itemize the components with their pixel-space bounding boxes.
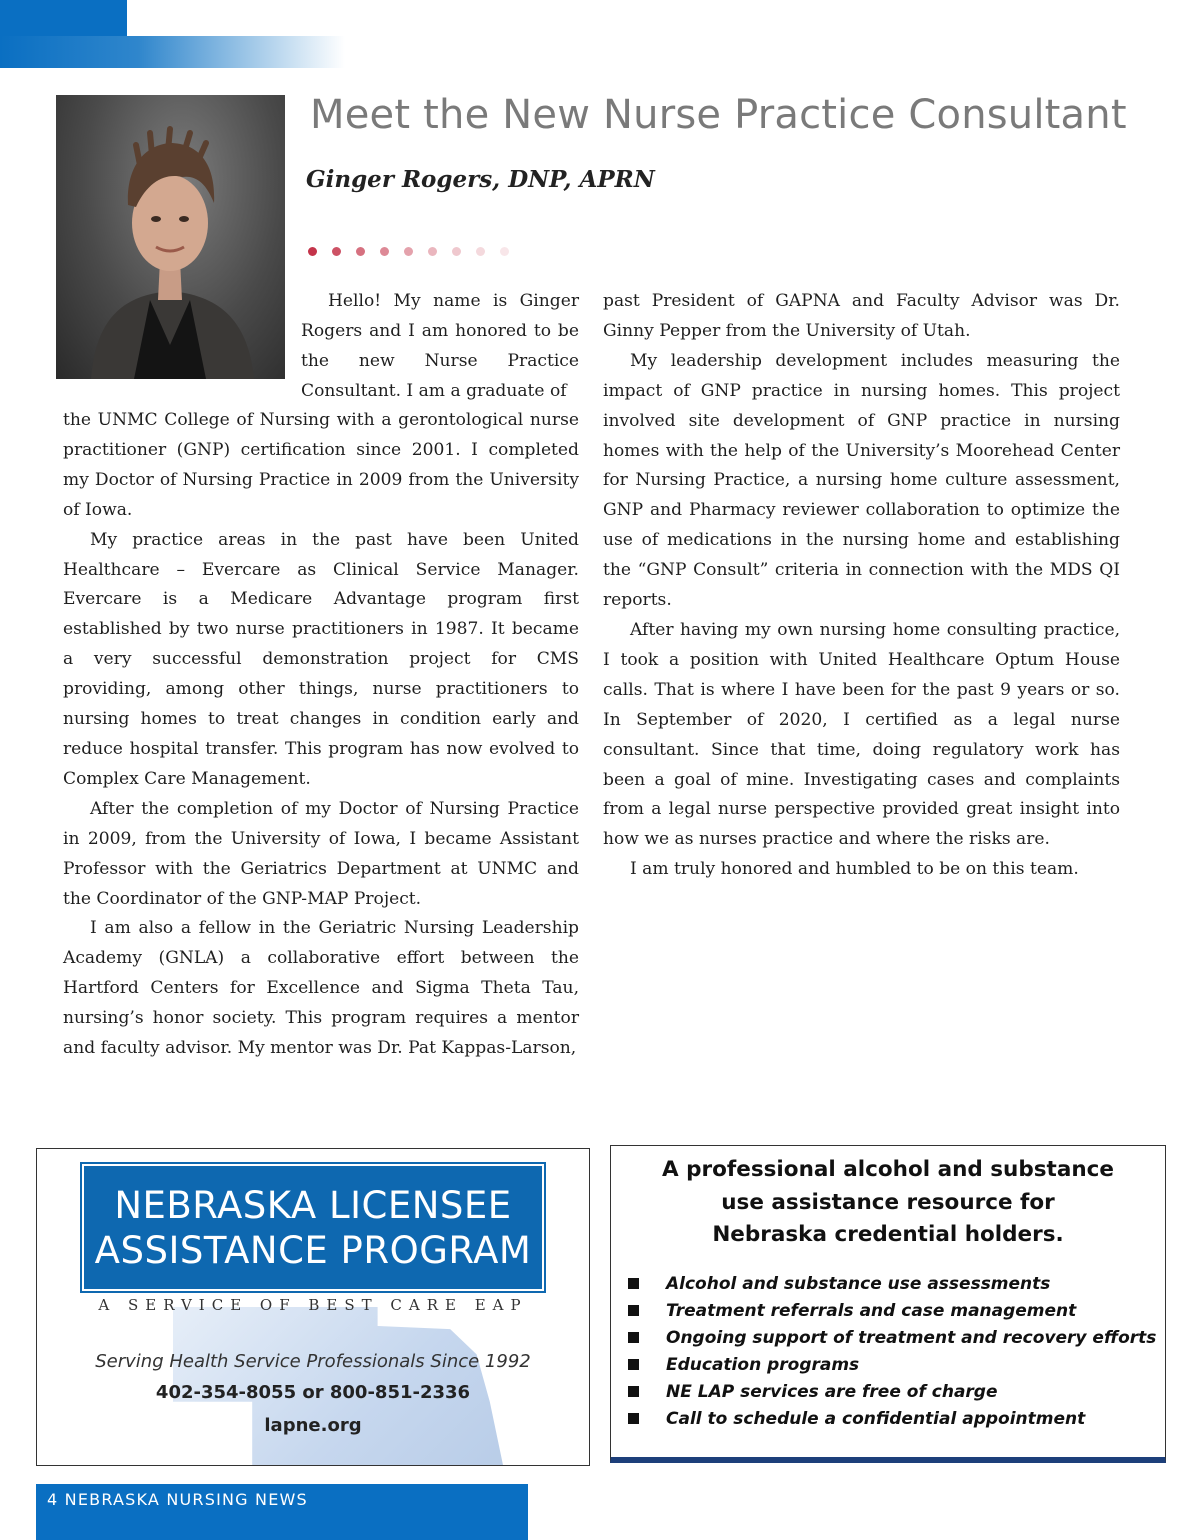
services-list [628,1270,1156,1432]
decorative-dot [404,247,413,256]
substance-assistance-ad [610,1145,1166,1463]
portrait-photo [56,95,285,379]
article-paragraph: My practice areas in the past have been United Healthcare – Evercare as Clinical Service Manager. Evercare is a Medicare Advantage program first established by two nurse practitioners in 1987. It became a very successful demonstration project for CMS providing, among other things, nurse practitioners to nursing homes to treat changes in condition early and reduce hospital transfer. This program has now evolved to Complex Care Management. [63,529,579,789]
header-gradient-bar [0,36,345,68]
list-item: Call to schedule a confidential appointment [628,1405,1156,1432]
website-link[interactable]: lapne.org [264,1415,362,1436]
article-paragraph: My leadership development includes measuring the impact of GNP practice in nursing homes. This project involved site development of GNP practice in nursing homes with the help of the University’s Moorehead Center for Nursing Practice, a nursing home culture assessment, GNP and Pharmacy reviewer collaboration to optimize the use of medications in the nursing home and establishing the “GNP Consult” criteria in connection with the MDS QI reports. [603,350,1120,611]
portrait-illustration [56,95,285,379]
decorative-dot-row [308,247,509,256]
logo-line: NEBRASKA LICENSEE [114,1183,512,1227]
nelap-logo [82,1164,544,1291]
decorative-dot [500,247,509,256]
decorative-dot [476,247,485,256]
footer-label: 4 NEBRASKA NURSING NEWS [47,1490,308,1509]
article-paragraph: Hello! My name is Ginger Rogers and I am honored to be the new Nurse Practice Consultant. I am a graduate of [301,291,579,401]
article-paragraph: I am also a fellow in the Geriatric Nursing Leadership Academy (GNLA) a collaborative effort between the Hartford Centers for Excellence and Sigma Theta Tau, nursing’s honor society. This program requires a mentor and faculty advisor. My mentor was Dr. Pat Kappas-Larson, [63,918,579,1059]
decorative-dot [380,247,389,256]
serving-tagline: Serving Health Service Professionals Since 1992 [95,1351,531,1372]
article-title: Meet the New Nurse Practice Consultant [310,92,1127,138]
square-bullet-icon [628,1305,639,1316]
square-bullet-icon [628,1386,639,1397]
square-bullet-icon [628,1359,639,1370]
list-item: NE LAP services are free of charge [628,1378,1156,1405]
article-paragraph: the UNMC College of Nursing with a gerontological nurse practitioner (GNP) certification since 2001. I completed my Doctor of Nursing Practice in 2009 from the University of Iowa. [63,410,579,520]
list-item: Ongoing support of treatment and recovery efforts [628,1324,1156,1351]
square-bullet-icon [628,1413,639,1424]
decorative-dot [452,247,461,256]
square-bullet-icon [628,1278,639,1289]
article-byline: Ginger Rogers, DNP, APRN [306,166,655,193]
list-item: Alcohol and substance use assessments [628,1270,1156,1297]
article-intro-column [301,287,579,407]
list-item: Education programs [628,1351,1156,1378]
headline-line: Nebraska credential holders. [712,1222,1064,1247]
decorative-dot [332,247,341,256]
decorative-dot [428,247,437,256]
phone-numbers[interactable]: 402-354-8055 or 800-851-2336 [155,1382,471,1403]
headline-line: use assistance resource for [721,1189,1055,1215]
square-bullet-icon [628,1332,639,1343]
article-paragraph: After the completion of my Doctor of Nursing Practice in 2009, from the University of Iowa, I became Assistant Professor with the Geriatrics Department at UNMC and the Coordinator of the GNP-MAP Project. [63,798,579,909]
article-right-column [603,287,1120,885]
decorative-dot [308,247,317,256]
article-left-column [63,406,579,1064]
list-item: Treatment referrals and case management [628,1297,1156,1324]
decorative-dot [356,247,365,256]
headline-line: A professional alcohol and substance [662,1157,1114,1182]
article-paragraph: I am truly honored and humbled to be on this team. [630,859,1079,880]
page-footer [36,1484,528,1540]
service-tagline: A SERVICE OF BEST CARE EAP [98,1296,528,1314]
article-paragraph: past President of GAPNA and Faculty Advisor was Dr. Ginny Pepper from the University of Utah. [603,291,1120,341]
ad-headline [621,1154,1155,1252]
logo-line: ASSISTANCE PROGRAM [94,1228,532,1272]
article-paragraph: After having my own nursing home consulting practice, I took a position with United Healthcare Optum House calls. That is where I have been for the past 9 years or so. In September of 2020, I certified as a legal nurse consultant. Since that time, doing regulatory work has been a goal of mine. Investigating cases and complaints from a legal nurse perspective provided great insight into how we as nurses practice and where the risks are. [603,619,1120,850]
nelap-advertisement[interactable] [36,1148,590,1466]
